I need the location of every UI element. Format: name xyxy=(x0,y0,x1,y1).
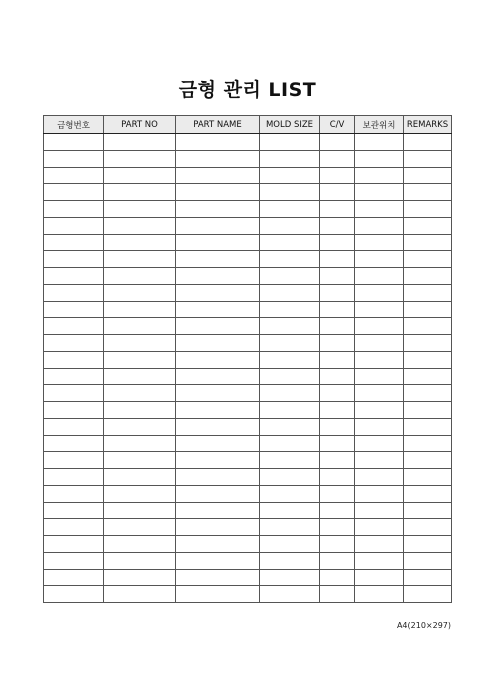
table-row xyxy=(44,552,452,569)
table-cell[interactable] xyxy=(404,184,452,201)
table-cell[interactable] xyxy=(44,184,104,201)
table-cell[interactable] xyxy=(176,234,260,251)
table-cell[interactable] xyxy=(176,134,260,151)
table-cell[interactable] xyxy=(355,502,404,519)
table-cell[interactable] xyxy=(404,586,452,603)
table-cell[interactable] xyxy=(355,217,404,234)
table-cell[interactable] xyxy=(104,184,176,201)
column-header-cavity: C/V xyxy=(320,116,355,134)
paper-size-note: A4(210×297) xyxy=(396,621,451,630)
table-cell[interactable] xyxy=(260,217,320,234)
table-cell[interactable] xyxy=(44,318,104,335)
table-cell[interactable] xyxy=(320,452,355,469)
table-cell[interactable] xyxy=(355,402,404,419)
table-cell[interactable] xyxy=(260,167,320,184)
table-cell[interactable] xyxy=(104,351,176,368)
table-cell[interactable] xyxy=(260,469,320,486)
table-cell[interactable] xyxy=(260,435,320,452)
table-cell[interactable] xyxy=(404,569,452,586)
table-cell[interactable] xyxy=(260,385,320,402)
table-cell[interactable] xyxy=(260,402,320,419)
table-cell[interactable] xyxy=(404,385,452,402)
table-cell[interactable] xyxy=(320,485,355,502)
table-cell[interactable] xyxy=(260,519,320,536)
table-row xyxy=(44,569,452,586)
table-cell[interactable] xyxy=(44,452,104,469)
table-cell[interactable] xyxy=(355,586,404,603)
table-cell[interactable] xyxy=(320,134,355,151)
table-cell[interactable] xyxy=(104,552,176,569)
table-cell[interactable] xyxy=(104,335,176,352)
table-cell[interactable] xyxy=(176,318,260,335)
table-cell[interactable] xyxy=(44,268,104,285)
table-cell[interactable] xyxy=(44,418,104,435)
table-cell[interactable] xyxy=(176,385,260,402)
table-row xyxy=(44,586,452,603)
table-cell[interactable] xyxy=(320,268,355,285)
table-cell[interactable] xyxy=(404,150,452,167)
table-cell[interactable] xyxy=(44,351,104,368)
table-cell[interactable] xyxy=(176,452,260,469)
table-cell[interactable] xyxy=(355,268,404,285)
table-cell[interactable] xyxy=(355,251,404,268)
table-cell[interactable] xyxy=(404,485,452,502)
table-cell[interactable] xyxy=(320,284,355,301)
table-cell[interactable] xyxy=(44,201,104,218)
table-cell[interactable] xyxy=(404,318,452,335)
table-cell[interactable] xyxy=(104,284,176,301)
table-cell[interactable] xyxy=(104,201,176,218)
table-cell[interactable] xyxy=(355,368,404,385)
table-cell[interactable] xyxy=(320,184,355,201)
table-cell[interactable] xyxy=(404,418,452,435)
table-cell[interactable] xyxy=(355,552,404,569)
table-cell[interactable] xyxy=(44,519,104,536)
table-row xyxy=(44,418,452,435)
table-cell[interactable] xyxy=(44,134,104,151)
table-cell[interactable] xyxy=(320,385,355,402)
table-cell[interactable] xyxy=(260,536,320,553)
table-cell[interactable] xyxy=(355,569,404,586)
table-cell[interactable] xyxy=(320,217,355,234)
table-cell[interactable] xyxy=(44,586,104,603)
table-cell[interactable] xyxy=(176,435,260,452)
table-row xyxy=(44,368,452,385)
table-cell[interactable] xyxy=(260,368,320,385)
table-cell[interactable] xyxy=(355,435,404,452)
table-cell[interactable] xyxy=(176,301,260,318)
table-cell[interactable] xyxy=(104,318,176,335)
table-cell[interactable] xyxy=(355,184,404,201)
table-cell[interactable] xyxy=(355,452,404,469)
table-cell[interactable] xyxy=(260,184,320,201)
table-cell[interactable] xyxy=(176,167,260,184)
column-header-mold-number: 금형번호 xyxy=(44,116,104,134)
table-row xyxy=(44,150,452,167)
table-cell[interactable] xyxy=(404,469,452,486)
table-row xyxy=(44,318,452,335)
table-cell[interactable] xyxy=(44,217,104,234)
column-header-part-name: PART NAME xyxy=(176,116,260,134)
table-cell[interactable] xyxy=(260,485,320,502)
table-row xyxy=(44,268,452,285)
table-row xyxy=(44,536,452,553)
table-cell[interactable] xyxy=(320,150,355,167)
table-cell[interactable] xyxy=(260,234,320,251)
table-cell[interactable] xyxy=(260,552,320,569)
table-cell[interactable] xyxy=(44,485,104,502)
table-cell[interactable] xyxy=(404,335,452,352)
column-header-remarks: REMARKS xyxy=(404,116,452,134)
table-cell[interactable] xyxy=(320,402,355,419)
table-cell[interactable] xyxy=(260,569,320,586)
table-row xyxy=(44,502,452,519)
table-cell[interactable] xyxy=(260,201,320,218)
table-cell[interactable] xyxy=(44,569,104,586)
table-cell[interactable] xyxy=(176,485,260,502)
table-cell[interactable] xyxy=(176,284,260,301)
table-cell[interactable] xyxy=(355,418,404,435)
table-cell[interactable] xyxy=(404,435,452,452)
table-cell[interactable] xyxy=(176,519,260,536)
table-cell[interactable] xyxy=(44,469,104,486)
table-cell[interactable] xyxy=(260,502,320,519)
table-cell[interactable] xyxy=(404,167,452,184)
table-cell[interactable] xyxy=(320,435,355,452)
table-cell[interactable] xyxy=(320,351,355,368)
table-cell[interactable] xyxy=(320,552,355,569)
table-cell[interactable] xyxy=(104,385,176,402)
table-cell[interactable] xyxy=(176,418,260,435)
table-row xyxy=(44,452,452,469)
table-row xyxy=(44,167,452,184)
table-cell[interactable] xyxy=(320,469,355,486)
table-cell[interactable] xyxy=(104,469,176,486)
table-cell[interactable] xyxy=(355,351,404,368)
table-row xyxy=(44,184,452,201)
table-cell[interactable] xyxy=(104,268,176,285)
table-cell[interactable] xyxy=(355,536,404,553)
table-cell[interactable] xyxy=(404,251,452,268)
table-cell[interactable] xyxy=(260,586,320,603)
table-header-row xyxy=(44,116,452,134)
table-cell[interactable] xyxy=(104,150,176,167)
column-header-storage-location: 보관위치 xyxy=(355,116,404,134)
table-cell[interactable] xyxy=(44,536,104,553)
table-row xyxy=(44,201,452,218)
table-cell[interactable] xyxy=(44,402,104,419)
table-cell[interactable] xyxy=(176,569,260,586)
table-cell[interactable] xyxy=(355,284,404,301)
table-row xyxy=(44,519,452,536)
table-cell[interactable] xyxy=(44,502,104,519)
table-cell[interactable] xyxy=(176,586,260,603)
table-row xyxy=(44,251,452,268)
table-cell[interactable] xyxy=(176,268,260,285)
table-cell[interactable] xyxy=(355,134,404,151)
table-row xyxy=(44,435,452,452)
table-cell[interactable] xyxy=(260,284,320,301)
table-cell[interactable] xyxy=(104,368,176,385)
table-cell[interactable] xyxy=(320,569,355,586)
table-cell[interactable] xyxy=(404,301,452,318)
table-cell[interactable] xyxy=(44,301,104,318)
table-cell[interactable] xyxy=(320,586,355,603)
table-cell[interactable] xyxy=(260,134,320,151)
table-cell[interactable] xyxy=(176,402,260,419)
table-row xyxy=(44,385,452,402)
table-cell[interactable] xyxy=(404,217,452,234)
table-cell[interactable] xyxy=(260,335,320,352)
table-cell[interactable] xyxy=(320,234,355,251)
table-cell[interactable] xyxy=(355,385,404,402)
table-cell[interactable] xyxy=(404,502,452,519)
table-cell[interactable] xyxy=(44,435,104,452)
mold-list-table xyxy=(43,115,452,603)
table-cell[interactable] xyxy=(404,402,452,419)
table-cell[interactable] xyxy=(104,217,176,234)
table-cell[interactable] xyxy=(104,301,176,318)
table-cell[interactable] xyxy=(104,167,176,184)
table-cell[interactable] xyxy=(320,301,355,318)
table-row xyxy=(44,284,452,301)
table-cell[interactable] xyxy=(176,368,260,385)
table-row xyxy=(44,217,452,234)
table-row xyxy=(44,301,452,318)
table-cell[interactable] xyxy=(176,469,260,486)
table-cell[interactable] xyxy=(320,519,355,536)
table-cell[interactable] xyxy=(44,234,104,251)
table-cell[interactable] xyxy=(260,351,320,368)
table-cell[interactable] xyxy=(176,335,260,352)
table-cell[interactable] xyxy=(176,217,260,234)
table-cell[interactable] xyxy=(320,167,355,184)
table-row xyxy=(44,335,452,352)
table-cell[interactable] xyxy=(44,251,104,268)
table-cell[interactable] xyxy=(260,150,320,167)
table-cell[interactable] xyxy=(404,519,452,536)
column-header-mold-size: MOLD SIZE xyxy=(260,116,320,134)
table-cell[interactable] xyxy=(176,201,260,218)
table-cell[interactable] xyxy=(176,552,260,569)
table-cell[interactable] xyxy=(355,150,404,167)
table-cell[interactable] xyxy=(404,134,452,151)
table-cell[interactable] xyxy=(260,268,320,285)
table-cell[interactable] xyxy=(260,301,320,318)
table-cell[interactable] xyxy=(176,351,260,368)
table-cell[interactable] xyxy=(104,536,176,553)
table-cell[interactable] xyxy=(404,552,452,569)
table-cell[interactable] xyxy=(404,452,452,469)
table-cell[interactable] xyxy=(176,536,260,553)
table-cell[interactable] xyxy=(176,502,260,519)
table-row xyxy=(44,134,452,151)
table-cell[interactable] xyxy=(104,251,176,268)
table-cell[interactable] xyxy=(320,368,355,385)
table-cell[interactable] xyxy=(260,318,320,335)
table-cell[interactable] xyxy=(320,201,355,218)
table-cell[interactable] xyxy=(104,485,176,502)
table-cell[interactable] xyxy=(104,402,176,419)
table-cell[interactable] xyxy=(44,385,104,402)
table-cell[interactable] xyxy=(104,502,176,519)
table-cell[interactable] xyxy=(355,485,404,502)
table-row xyxy=(44,402,452,419)
table-cell[interactable] xyxy=(355,201,404,218)
table-cell[interactable] xyxy=(104,569,176,586)
column-header-part-no: PART NO xyxy=(104,116,176,134)
page-title: 금형 관리 LIST xyxy=(178,79,317,101)
table-row xyxy=(44,485,452,502)
table-cell[interactable] xyxy=(176,184,260,201)
table-cell[interactable] xyxy=(44,335,104,352)
table-cell[interactable] xyxy=(104,452,176,469)
table-cell[interactable] xyxy=(355,519,404,536)
table-cell[interactable] xyxy=(44,167,104,184)
table-body xyxy=(44,134,452,603)
table-cell[interactable] xyxy=(355,167,404,184)
table-cell[interactable] xyxy=(355,234,404,251)
table-cell[interactable] xyxy=(355,335,404,352)
table-row xyxy=(44,469,452,486)
table-cell[interactable] xyxy=(320,418,355,435)
table-cell[interactable] xyxy=(44,552,104,569)
table-row xyxy=(44,351,452,368)
table-cell[interactable] xyxy=(355,301,404,318)
table-cell[interactable] xyxy=(44,150,104,167)
table-cell[interactable] xyxy=(320,536,355,553)
table-cell[interactable] xyxy=(355,318,404,335)
table-cell[interactable] xyxy=(320,251,355,268)
table-cell[interactable] xyxy=(104,586,176,603)
table-cell[interactable] xyxy=(104,435,176,452)
table-cell[interactable] xyxy=(404,536,452,553)
table-cell[interactable] xyxy=(404,351,452,368)
table-cell[interactable] xyxy=(104,519,176,536)
table-cell[interactable] xyxy=(404,284,452,301)
table-cell[interactable] xyxy=(260,251,320,268)
table-cell[interactable] xyxy=(104,134,176,151)
table-cell[interactable] xyxy=(44,284,104,301)
table-cell[interactable] xyxy=(404,268,452,285)
table-cell[interactable] xyxy=(104,418,176,435)
table-row xyxy=(44,234,452,251)
table-cell[interactable] xyxy=(176,150,260,167)
table-cell[interactable] xyxy=(404,234,452,251)
table-cell[interactable] xyxy=(260,452,320,469)
table-cell[interactable] xyxy=(320,335,355,352)
table-cell[interactable] xyxy=(355,469,404,486)
table-cell[interactable] xyxy=(44,368,104,385)
table-cell[interactable] xyxy=(104,234,176,251)
table-cell[interactable] xyxy=(260,418,320,435)
table-cell[interactable] xyxy=(404,368,452,385)
table-cell[interactable] xyxy=(404,201,452,218)
table-cell[interactable] xyxy=(320,502,355,519)
table-cell[interactable] xyxy=(320,318,355,335)
table-cell[interactable] xyxy=(176,251,260,268)
